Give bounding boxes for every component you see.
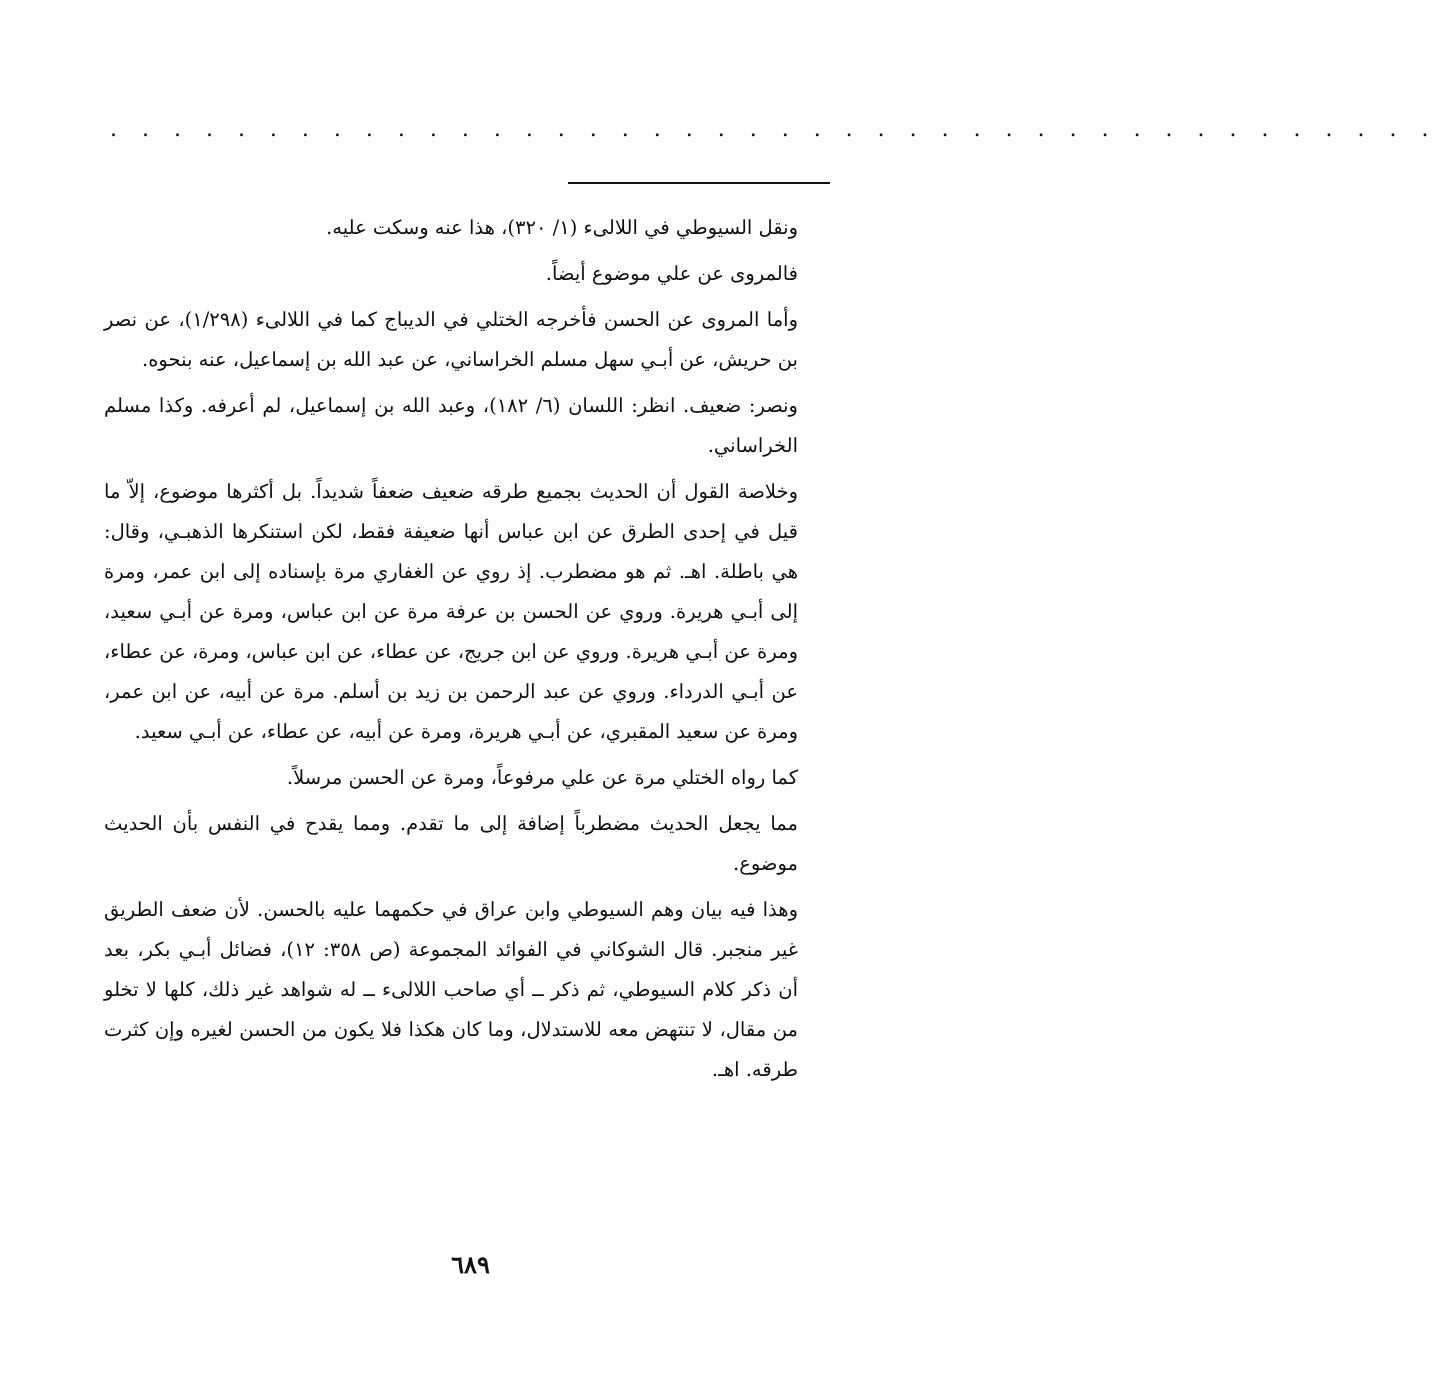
paragraph-7: مما يجعل الحديث مضطرباً إضافة إلى ما تقدم. ومما يقدح في النفس بأن الحديث موضوع. (104, 812, 798, 875)
paragraph-5: وخلاصة القول أن الحديث بجميع طرقه ضعيف ضعفاً شديداً. بل أكثرها موضوع، إلاّ ما قيل في إحدى الطرق عن ابن عباس أنها ضعيفة فقط، لكن استنكرها الذهبـي، وقال: هي باطلة. اهـ. ثم هو مضطرب. إذ روي عن الغفاري مرة بإسناده إلى ابن عمر، ومرة إلى أبـي هريرة. وروي عن الحسن بن عرفة مرة عن ابن عباس، ومرة عن أبـي سعيد، ومرة عن أبـي هريرة. وروي عن ابن جريج، عن عطاء، عن ابن عباس، ومرة، عن عطاء، عن أبـي الدرداء. وروي عن عبد الرحمن بن زيد بن أسلم. مرة عن أبيه، عن ابن عمر، ومرة عن سعيد المقبري، عن أبـي هريرة، ومرة عن أبيه، عن عطاء، عن أبـي سعيد. (104, 480, 798, 743)
page-body (104, 208, 832, 1096)
page-number: ٦٨٩ (451, 1250, 490, 1279)
paragraph-4: ونصر: ضعيف. انظر: اللسان (٦/ ١٨٢)، وعبد الله بن إسماعيل، لم أعرفه. وكذا مسلم الخراساني. (104, 394, 798, 457)
paragraph-2: فالمروى عن علي موضوع أيضاً. (545, 262, 798, 285)
footnote-rule (568, 182, 830, 184)
paragraph-3: وأما المروى عن الحسن فأخرجه الختلي في الديباج كما في اللالىء (١/٢٩٨)، عن نصر بن حريش، عن أبـي سهل مسلم الخراساني، عن عبد الله بن إسماعيل، عنه بنحوه. (104, 308, 798, 371)
paragraph-8: وهذا فيه بيان وهم السيوطي وابن عراق في حكمهما عليه بالحسن. لأن ضعف الطريق غير منجبر. قال الشوكاني في الفوائد المجموعة (ص ٣٥٨: ١٢)، فضائل أبـي بكر، بعد أن ذكر كلام السيوطي، ثم ذكر ــ أي صاحب اللالىء ــ له شواهد غير ذلك، كلها لا تخلو من مقال، لا تنتهض معه للاستدلال، وما كان هكذا فلا يكون من الحسن لغيره وإن كثرت طرقه. اهـ. (104, 898, 798, 1081)
paragraph-1: ونقل السيوطي في اللالىء (١/ ٣٢٠)، هذا عنه وسكت عليه. (326, 216, 798, 239)
separator-dots: . . . . . . . . . . . . . . . . . . . . . . . . . . . . . . . . . . . . . . . . . . (110, 117, 1437, 142)
paragraph-6: كما رواه الختلي مرة عن علي مرفوعاً، ومرة عن الحسن مرسلاً. (286, 766, 798, 789)
